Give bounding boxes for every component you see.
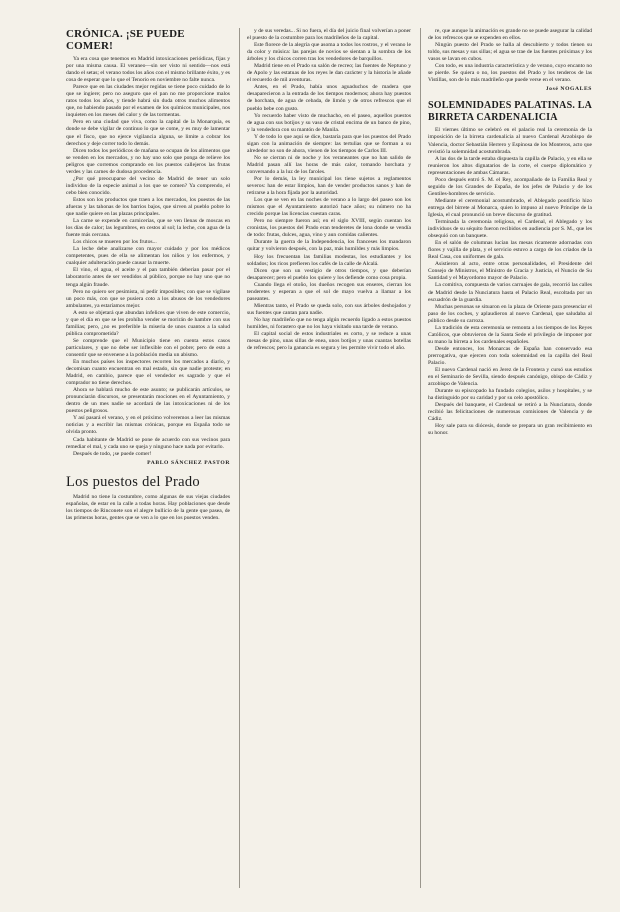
article-paragraph: Los chicos se mueren por los frutos... [73,239,157,246]
article-paragraph: La comitiva, compuesta de varios carruajes de gala, recorrió las calles de Madrid desde la Nunciatura hasta el Palacio Real, escoltada por un escuadrón de la guardia. [428,282,592,303]
article-title-cronica: CRÓNICA. ¡SE PUEDE COMER! [66,28,185,52]
article-paragraph: Durante la guerra de la Independencia, los franceses los mandaron quitar y volvieron después, con la paz, más humildes y más limpios. [247,239,411,253]
article-paragraph: A esto se objetará que abundan infelices que viven de este comercio, y que el día en que se les prohíba vender se morirán de hambre con sus familias; pero, ¿no es preferible la miseria de unos cuantos a la salud pública comprometida? [66,309,230,337]
article-paragraph: Se comprende que el Municipio tiene en cuenta estos casos particulares, y que no debe ser inflexible con el pobre; pero de esto a consentir que se envenene a la población media un abismo. [66,337,230,358]
article-paragraph: Desde entonces, los Monarcas de España han conservado esa prerrogativa, que ejercen con toda solemnidad en la capilla del Real Palacio. [428,345,592,366]
newspaper-page [66,28,592,888]
article-paragraph: Este florece de la alegría que asoma a todos los rostros, y el verano le da color y música: las parejas de novios se sientan a la sombra de los árboles y los chicos corren tras los vendedores de barquillos. [247,42,411,63]
article-paragraph: Y así pasará el verano, y en el próximo volveremos a leer las mismas noticias y a escribir las mismas crónicas, porque en España todo se olvida pronto. [66,415,230,436]
column-3 [428,28,592,888]
article-paragraph: Dicen que son un vestigio de otros tiempos, y que deberían desaparecer; pero el pueblo los quiere y los defiende como cosa propia. [247,267,411,281]
article-paragraph: No hay madrileño que no tenga algún recuerdo ligado a estos puestos humildes, ni forastero que no los haya visitado una tarde de verano. [247,316,411,330]
article-paragraph: Mediante el ceremonial acostumbrado, el Ablegado pontificio hizo entrega del birrete al Monarca, quien lo impuso al nuevo Príncipe de la Iglesia, el cual pronunció un breve discurso de gratitud. [428,197,592,218]
article-paragraph: Por lo demás, la ley municipal los tiene sujetos a reglamentos severos: han de estar limpios, han de vender productos sanos y han de retirarse a la hora fijada por la autoridad. [247,175,411,197]
article-paragraph: No se cierran ni de noche y los veraneantes que no han salido de Madrid pasan allí las horas de más calor, tomando horchata y conversando a la luz de los faroles. [247,154,411,175]
article-paragraph: Durante su episcopado ha fundado colegios, asilos y hospitales, y se ha distinguido por su caridad y por su celo apostólico. [428,388,592,402]
article-paragraph: Estos son los productos que traen a los mercados, los puestos de las afueras y las tahonas de los barrios bajos, que sirven al pueblo pobre lo que nadie quiere en las plazas principales. [66,196,230,218]
article-paragraph: La carne se expende en carnicerías, que se ven llenas de moscas en los días de calor; las legumbres, en cestos al sol; la leche, con agua de la fuente más cercana. [66,218,230,239]
article-paragraph: Cuando llega el otoño, los dueños recogen sus enseres, cierran los tenderetes y esperan a que el sol de mayo vuelva a llamar a los paseantes. [247,281,411,302]
article-title-solemnidades: SOLEMNIDADES PALATINAS. LA BIRRETA CARDENALICIA [428,100,592,123]
article-paragraph: Ya era cosa que tenemos en Madrid intoxicaciones periódicas, fijas y por una misma causa. El veraneo—sin ser visto ni sentido—nos está dando el setas; el verano todos los años con el mismo brillante éxito, y es cosa de esperar que lo que el Tenorio en noviembre no falte nunca. [66,56,230,84]
article-paragraph: Mientras tanto, el Prado se queda solo, con sus árboles deshojados y sus fuentes que cantan para nadie. [247,302,411,316]
column-divider [420,28,421,888]
article-paragraph: En muchos países los inspectores recorren los mercados a diario, y decomisan cuanto encuentran en mal estado, sin que nadie proteste; en Madrid, en cambio, parece que el vendedor es sagrado y que el comprador no tiene derechos. [66,359,230,387]
article-paragraph: Hoy sale para su diócesis, donde se prepara un gran recibimiento en su honor. [428,423,592,437]
article-paragraph: La leche debe analizarse con mayor cuidado y por los médicos competentes, pues de ella se alimentan los niños y los enfermos, y cualquier adulteración puede causar la muerte. [66,246,230,267]
article-paragraph: Terminada la ceremonia religiosa, el Cardenal, el Ablegado y los individuos de su séquito fueron recibidos en audiencia por S. M., que les obsequió con un banquete. [428,219,592,240]
article-paragraph: El viernes último se celebró en el palacio real la ceremonia de la imposición de la birreta cardenalicia al nuevo Cardenal Arzobispo de Valencia, doctor Sebastián Herrero y Espinosa de los Monteros, acto que revistió la solemnidad acostumbrada. [428,127,592,155]
article-paragraph: Poco después entró S. M. el Rey, acompañado de la Familia Real y seguido de los Grandes de España, de los jefes de Palacio y de los Gentiles-hombres de servicio. [428,176,592,197]
article-paragraph: Antes, en el Prado, había unos aguaduchos de madera que desaparecieron a la entrada de los tiempos modernos; ahora hay puestos de horchata, de agua de cebada, de limón y de otros refrescos que el pueblo bebe con gusto. [247,84,411,112]
column-2 [247,28,411,888]
author-signature: José NOGALES [545,86,592,93]
article-paragraph: Después de todo, ¡se puede comer! [73,450,152,457]
article-paragraph: Yo recuerdo haber visto de muchacho, en el paseo, aquellos puestos de agua con sus botijos y su vaso de cristal encima de un banco de pino, y la vendedora con su mantón de Manila. [247,112,411,133]
article-paragraph: El vino, el agua, el aceite y el pan también deberían pasar por el laboratorio antes de ser vendidos al público, porque no hay uno que no tenga algún fraude. [66,267,230,288]
article-paragraph: Dicen todos los periódicos de mañana se ocupan de los alimentos que se venden en los mercados, y no hay uno solo que ponga de relieve los peligros que corremos comprando en los puestos callejeros las frutas verdes y las carnes de dudosa procedencia. [66,147,230,175]
article-paragraph: Muchas personas se situaron en la plaza de Oriente para presenciar el paso de los coches, y aplaudieron al nuevo Cardenal, que saludaba al público desde su carroza. [428,303,592,324]
author-signature: PABLO SÁNCHEZ PASTOR [147,459,230,466]
article-paragraph: El nuevo Cardenal nació en Jerez de la Frontera y cursó sus estudios en el Seminario de Sevilla, siendo después canónigo, obispo de Cádiz y arzobispo de Valencia. [428,367,592,388]
column-divider [239,28,240,888]
article-paragraph: Madrid no tiene la costumbre, como algunas de sus viejas ciudades españolas, de estar en la calle a todas horas. Hay poblaciones que desde los tiempos de Rinconete son el alegre bullicio de la gente que pasea, de las primeras horas, gentes que se ven a lo que en los puestos venden. [66,493,230,521]
article-paragraph: Pero no quiero ser pesimista, ni pedir imposibles; con que se vigilase un poco más, con que se pusiera coto a los abusos de los vendedores ambulantes, ya estaríamos mejor. [66,288,230,309]
article-paragraph: Ahora se hablará mucho de este asunto; se publicarán artículos, se pronunciarán discursos, se presentarán mociones en el Ayuntamiento, y dentro de un mes nadie se acordará de las intoxicaciones ni de los puestos peligrosos. [66,387,230,415]
article-paragraph: El capital social de estos industriales es corto, y se reduce a unas mesas de pino, unas sillas de enea, unos botijos y unas cuantas botellas de refrescos; pero la ganancia es segura y les permite vivir todo el año. [247,331,411,352]
article-paragraph: Los que se ven en las noches de verano a lo largo del paseo son los mismos que el Ayuntamiento autorizó hace años; su número no ha crecido porque las licencias cuestan caras. [247,197,411,218]
article-paragraph: La tradición de esta ceremonia se remonta a los tiempos de los Reyes Católicos, que obtuvieron de la Santa Sede el privilegio de imponer por su mano la birreta a los cardenales españoles. [428,324,592,345]
article-paragraph: Ningún puesto del Prado se halla al descubierto y todos tienen su toldo, sus mesas y sus sillas; el agua se trae de las fuentes próximas y los vasos se lavan en cubos. [428,42,592,63]
article-paragraph: Madrid tiene en el Prado su salón de recreo; las fuentes de Neptuno y de Apolo y las estatuas de los reyes le dan carácter y la historia le añade el recuerdo de mil aventuras. [247,63,411,84]
column-1 [66,28,230,888]
article-title-puestos: Los puestos del Prado [66,473,200,490]
article-paragraph: En el salón de columnas lucían las mesas ricamente adornadas con flores y vajilla de plata, y el servicio estuvo a cargo de los criados de la Real Casa, con uniformes de gala. [428,240,592,261]
article-paragraph: Y de todo lo que aquí se dice, bastaría para que los puestos del Prado sigan con la animación de siempre: las tertulias que se forman a su alrededor no son de ahora, vienen de los tiempos de Carlos III. [247,133,411,154]
article-paragraph: ¿Por qué preocuparse del vecino de Madrid de tener un solo individuo de la especie animal a los que se comen? Ya comprendo, el cebo bien conocido. [66,175,230,196]
article-paragraph: Cada habitante de Madrid se pone de acuerdo con sus vecinos para remediar el mal, y cada uno se queja y ninguno hace nada por evitarlo. [66,436,230,450]
article-paragraph: Después del banquete, el Cardenal se retiró a la Nunciatura, donde recibió las felicitaciones de numerosas comisiones de Valencia y de Cádiz. [428,402,592,423]
article-paragraph: Pero no siempre fueron así; en el siglo XVIII, según cuentan los cronistas, los puestos del Prado eran tenderetes de lona donde se vendía de todo: frutas, dulces, agua, vino y aun comidas calientes. [247,218,411,239]
article-paragraph: y de sus veredas... Si no fuera, el día del juicio final volverían a poner el puesto de la costumbre para los madrileños de la capital. [247,28,411,42]
article-paragraph: Con todo, es una industria característica y de verano, cuyo encanto no se pierde. Se quiera o no, los puestos del Prado y los tenderos de las Vistillas, son de lo más madrileño que puede verse en el verano. [428,63,592,84]
article-paragraph: Hoy los frecuentan las familias modestas, los estudiantes y los soldados; los ricos prefieren los cafés de la calle de Alcalá. [247,253,411,267]
article-paragraph: Parece que en las ciudades mejor regidas se tiene poco cuidado de lo que se ingiere; pero no aseguro que el pan no me proporcione malos ratos todos los años, y tiende habrá sin duda otros muchos alimentos que, no habiendo pasado por el examen de los químicos municipales, nos inquieten en los meses del calor y de las tormentas. [66,84,230,119]
article-paragraph: A las dos de la tarde estaba dispuesta la capilla de Palacio, y en ella se reunieron los altos dignatarios de la corte, el cuerpo diplomático y representaciones de ambas Cámaras. [428,155,592,176]
article-paragraph: re, que aunque la animación es grande no se puede asegurar la calidad de los refrescos que se expenden en ellos. [428,28,592,42]
article-paragraph: Asistieron al acto, entre otras personalidades, el Presidente del Consejo de Ministros, el Ministro de Gracia y Justicia, el Nuncio de Su Santidad y el Mayordomo mayor de Palacio. [428,261,592,282]
article-paragraph: Pero en una ciudad que viva, como la capital de la Monarquía, es donde se debe vigilar de continuo lo que se come, y es muy de lamentar que el fisco, que no ejerce vigilancia alguna, se limite a cobrar los derechos y deje correr todo lo demás. [66,119,230,147]
